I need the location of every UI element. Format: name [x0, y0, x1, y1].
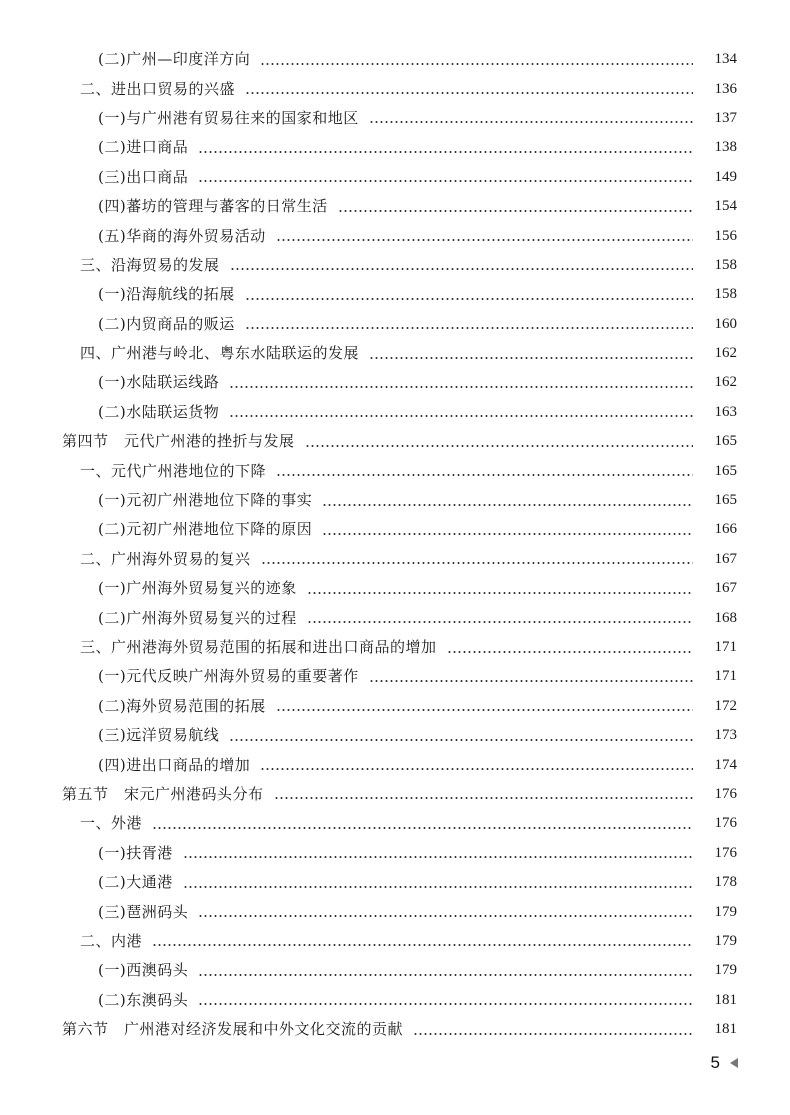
toc-entry-page: 137 — [714, 109, 737, 126]
toc-entry — [0, 280, 790, 309]
toc-entry-page: 174 — [714, 756, 737, 773]
page-number: 5 — [710, 1053, 720, 1072]
toc-entry-page: 162 — [714, 374, 737, 391]
dot-leader — [198, 1003, 693, 1005]
toc-entry-title: (一)元初广州港地位下降的事实 — [98, 491, 313, 510]
dot-leader — [152, 827, 693, 829]
toc-entry-page: 179 — [714, 962, 737, 979]
toc-entry-page: 162 — [714, 345, 737, 362]
toc-entry-page: 163 — [714, 403, 737, 420]
dot-leader — [229, 415, 693, 417]
toc-entry-page: 176 — [714, 785, 737, 802]
dot-leader — [307, 621, 693, 623]
toc-entry-page: 134 — [714, 51, 737, 68]
toc-entry-title: 第四节 元代广州港的挫折与发展 — [62, 432, 295, 451]
toc-entry-title: (五)华商的海外贸易活动 — [98, 226, 266, 245]
dot-leader — [338, 210, 693, 212]
toc-entry-title: (二)广州海外贸易复兴的过程 — [98, 608, 297, 627]
dot-leader — [245, 92, 693, 94]
toc-entry — [0, 545, 790, 574]
toc-entry — [0, 603, 790, 632]
toc-entry-page: 167 — [714, 580, 737, 597]
toc-entry-page: 172 — [714, 697, 737, 714]
toc-entry — [0, 398, 790, 427]
dot-leader — [245, 327, 693, 329]
toc-entry-title: 第六节 广州港对经济发展和中外文化交流的贡献 — [62, 1020, 404, 1039]
dot-leader — [198, 974, 693, 976]
toc-entry-title: 一、元代广州港地位的下降 — [80, 461, 267, 480]
toc-entry-title: (四)蕃坊的管理与蕃客的日常生活 — [98, 197, 328, 216]
toc-entry-title: (一)元代反映广州海外贸易的重要著作 — [98, 667, 359, 686]
dot-leader — [152, 944, 693, 946]
toc-entry — [0, 868, 790, 897]
dot-leader — [198, 151, 693, 153]
toc-entry-title: (四)进出口商品的增加 — [98, 755, 251, 774]
dot-leader — [276, 474, 693, 476]
dot-leader — [305, 445, 693, 447]
dot-leader — [447, 651, 693, 653]
dot-leader — [369, 121, 693, 123]
dot-leader — [261, 562, 693, 564]
toc-entry-title: (三)出口商品 — [98, 167, 189, 186]
toc-entry-title: (三)远洋贸易航线 — [98, 726, 220, 745]
dot-leader — [322, 504, 693, 506]
dot-leader — [245, 298, 693, 300]
toc-entry-title: (二)大通港 — [98, 873, 173, 892]
toc-entry-title: 四、广州港与岭北、粤东水陆联运的发展 — [80, 344, 360, 363]
toc-entry — [0, 574, 790, 603]
toc-entry-page: 149 — [714, 168, 737, 185]
toc-entry-title: (二)水陆联运货物 — [98, 402, 220, 421]
toc-entry — [0, 368, 790, 397]
toc-entry — [0, 897, 790, 926]
toc-entry-page: 165 — [714, 462, 737, 479]
toc-entry — [0, 692, 790, 721]
dot-leader — [198, 915, 693, 917]
toc-entry-page: 165 — [714, 492, 737, 509]
toc-entry-title: 二、进出口贸易的兴盛 — [80, 79, 236, 98]
toc-entry-title: (二)元初广州港地位下降的原因 — [98, 520, 313, 539]
toc-entry-title: 一、外港 — [80, 814, 143, 833]
toc-entry-page: 173 — [714, 727, 737, 744]
toc-entry-title: 二、广州海外贸易的复兴 — [80, 549, 251, 568]
toc-entry — [0, 133, 790, 162]
toc-entry-page: 168 — [714, 609, 737, 626]
toc-entry-title: 二、内港 — [80, 931, 143, 950]
dot-leader — [183, 886, 693, 888]
dot-leader — [413, 1033, 693, 1035]
toc-entry-title: (一)广州海外贸易复兴的迹象 — [98, 579, 297, 598]
toc-section-entry — [0, 780, 790, 809]
toc-entry-title: (一)沿海航线的拓展 — [98, 285, 235, 304]
dot-leader — [229, 739, 693, 741]
toc-entry-title: (一)扶胥港 — [98, 843, 173, 862]
dot-leader — [276, 239, 693, 241]
toc-entry-page: 179 — [714, 903, 737, 920]
toc-entry-title: (二)东澳码头 — [98, 990, 189, 1009]
toc-entry-title: (二)内贸商品的贩运 — [98, 314, 235, 333]
dot-leader — [369, 357, 693, 359]
dot-leader — [260, 63, 693, 65]
toc-entry-title: 三、广州港海外贸易范围的拓展和进出口商品的增加 — [80, 638, 437, 656]
toc-section-entry — [0, 427, 790, 456]
toc-entry-page: 154 — [714, 198, 737, 215]
toc-entry-page: 176 — [714, 815, 737, 832]
toc-entry-page: 181 — [714, 991, 737, 1008]
toc-entry — [0, 104, 790, 133]
toc-entry-page: 178 — [714, 874, 737, 891]
toc-entry — [0, 192, 790, 221]
toc-entry — [0, 486, 790, 515]
toc-entry — [0, 456, 790, 485]
toc-entry-page: 158 — [714, 286, 737, 303]
toc-entry-page: 138 — [714, 139, 737, 156]
toc-entry-title: (二)广州—印度洋方向 — [98, 50, 251, 69]
toc-entry — [0, 927, 790, 956]
page-footer — [711, 1053, 738, 1073]
dot-leader — [276, 709, 693, 711]
toc-entry-page: 165 — [714, 433, 737, 450]
toc-entry — [0, 750, 790, 779]
toc-entry-title: (一)西澳码头 — [98, 961, 189, 980]
dot-leader — [230, 268, 693, 270]
toc-entry — [0, 956, 790, 985]
toc-entry — [0, 839, 790, 868]
dot-leader — [274, 797, 693, 799]
toc-entry-page: 181 — [714, 1021, 737, 1038]
toc-entry-page: 160 — [714, 315, 737, 332]
toc-entry-page: 166 — [714, 521, 737, 538]
toc-entry — [0, 221, 790, 250]
triangle-left-icon — [730, 1058, 738, 1068]
toc-entry — [0, 809, 790, 838]
toc-entry-title: (三)琶洲码头 — [98, 902, 189, 921]
toc-entry — [0, 45, 790, 74]
toc-entry-title: 第五节 宋元广州港码头分布 — [62, 784, 264, 803]
toc-entry — [0, 74, 790, 103]
toc-entry-page: 171 — [714, 639, 737, 655]
toc-entry — [0, 251, 790, 280]
toc-entry-page: 136 — [714, 80, 737, 97]
dot-leader — [369, 680, 693, 682]
toc-entry — [0, 515, 790, 544]
toc-entry-page: 156 — [714, 227, 737, 244]
toc-entry-title: 三、沿海贸易的发展 — [80, 255, 220, 274]
toc-entry-title: (二)海外贸易范围的拓展 — [98, 696, 266, 715]
toc-entry — [0, 339, 790, 368]
toc-entry-title: (一)水陆联运线路 — [98, 373, 220, 392]
toc-entry — [0, 633, 790, 662]
toc-entry-page: 176 — [714, 844, 737, 861]
toc-entry — [0, 986, 790, 1015]
toc-entry-page: 158 — [714, 256, 737, 273]
dot-leader — [322, 533, 693, 535]
dot-leader — [307, 592, 693, 594]
toc-entry-title: (二)进口商品 — [98, 138, 189, 157]
toc-entry-page: 167 — [714, 550, 737, 567]
toc-entry — [0, 310, 790, 339]
table-of-contents — [0, 45, 790, 1044]
toc-section-entry — [0, 1015, 790, 1044]
toc-entry-page: 171 — [714, 668, 737, 685]
dot-leader — [260, 768, 693, 770]
dot-leader — [229, 386, 693, 388]
toc-entry-title: (一)与广州港有贸易往来的国家和地区 — [98, 108, 359, 127]
toc-entry — [0, 163, 790, 192]
dot-leader — [198, 180, 693, 182]
dot-leader — [183, 856, 693, 858]
toc-entry — [0, 662, 790, 691]
toc-entry — [0, 721, 790, 750]
toc-entry-page: 179 — [714, 932, 737, 949]
